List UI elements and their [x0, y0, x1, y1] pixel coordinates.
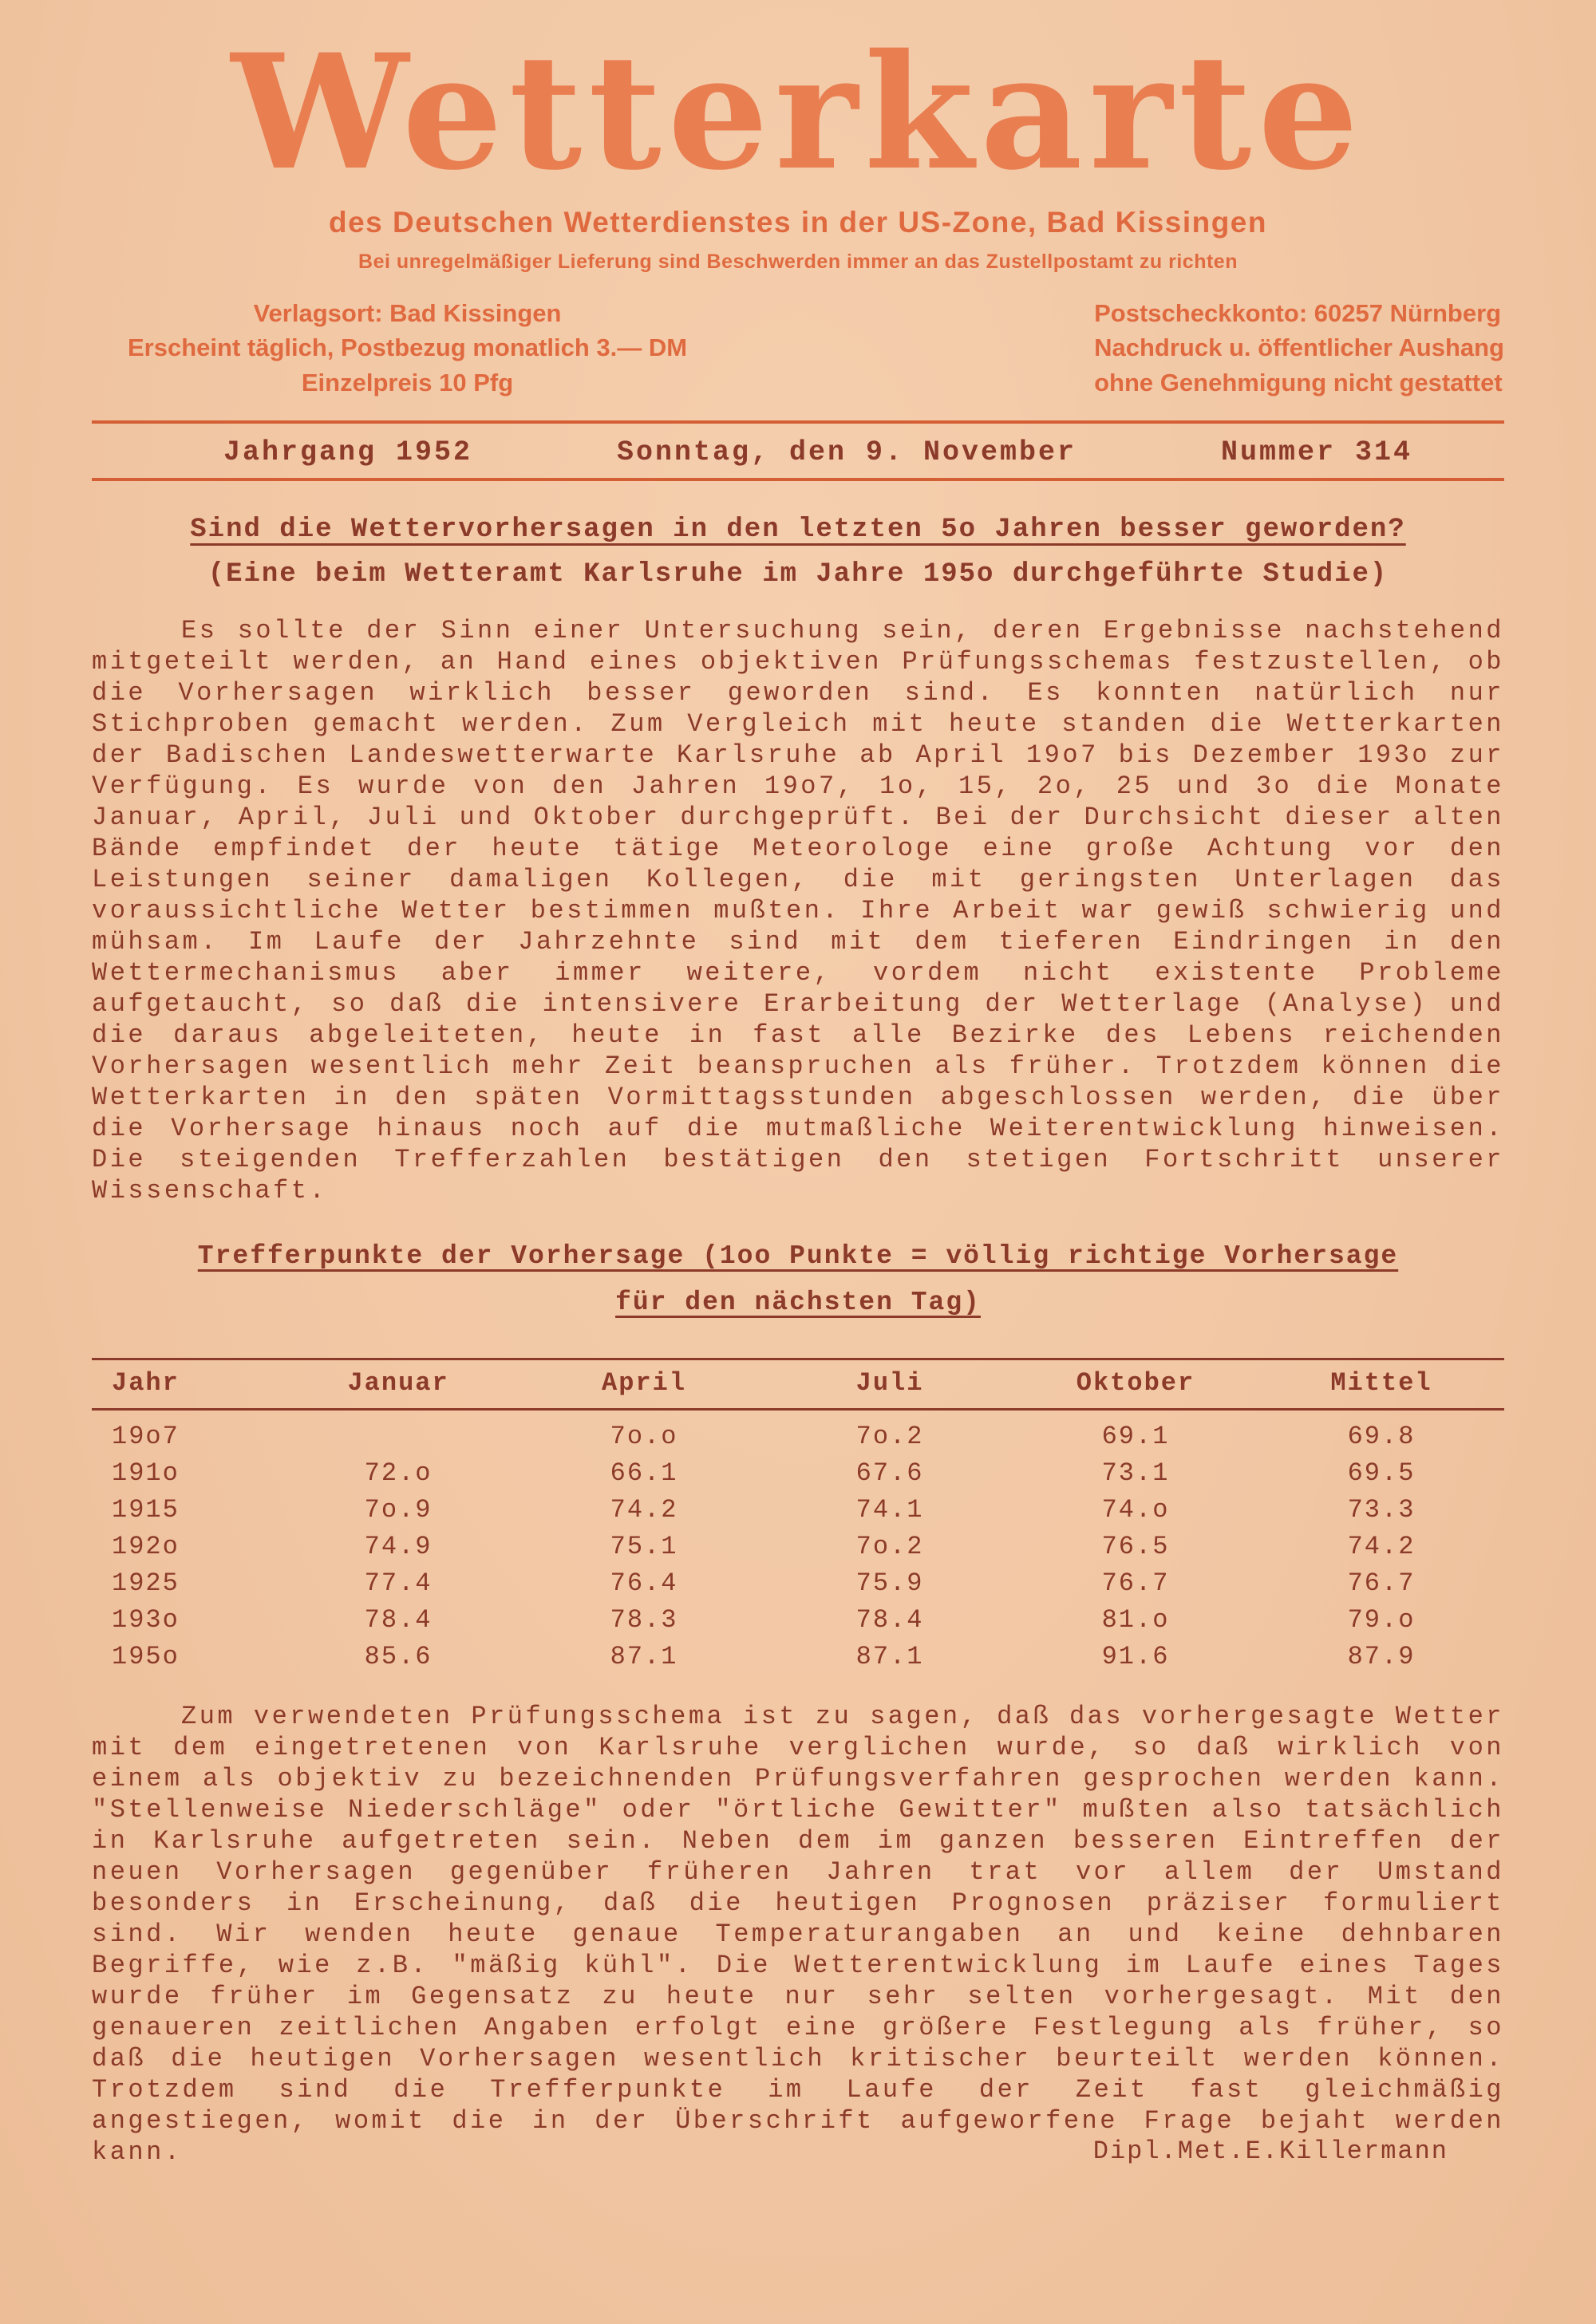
score-cell: 76.7 — [1347, 1568, 1416, 1598]
score-cell: 69.1 — [1101, 1421, 1170, 1451]
score-cell: 81.o — [1101, 1604, 1170, 1635]
score-cell: 78.4 — [855, 1604, 924, 1635]
year-cell: 193o — [112, 1604, 180, 1635]
table-row — [92, 1492, 1504, 1529]
postal-account-info — [1094, 296, 1504, 400]
year-cell: 1925 — [112, 1568, 180, 1598]
imprint-row — [92, 296, 1504, 400]
score-cell: 74.9 — [364, 1531, 433, 1561]
score-cell: 7o.2 — [855, 1421, 924, 1451]
account-line: Postscheckkonto: 60257 Nürnberg — [1094, 298, 1502, 327]
issue-date: Sonntag, den 9. November — [616, 436, 1077, 469]
score-cell: 69.5 — [1347, 1458, 1416, 1488]
article — [92, 515, 1504, 2166]
table-header-row — [92, 1359, 1504, 1409]
column-header-april: April — [602, 1367, 687, 1398]
score-cell: 78.3 — [610, 1604, 678, 1635]
issue-line — [92, 424, 1504, 478]
score-cell: 76.5 — [1101, 1531, 1170, 1561]
table-row — [92, 1529, 1504, 1565]
score-cell: 66.1 — [610, 1458, 678, 1488]
article-subtitle: (Eine beim Wetteramt Karlsruhe im Jahre 195o durchgeführte Studie) — [207, 559, 1389, 590]
score-cell: 72.o — [364, 1458, 433, 1488]
score-cell: 79.o — [1347, 1604, 1416, 1635]
table-heading-line-1: Trefferpunkte der Vorhersage (1oo Punkte = völlig richtige Vorhersage — [197, 1241, 1399, 1272]
score-cell: 75.9 — [855, 1568, 924, 1598]
score-cell: 73.1 — [1101, 1458, 1170, 1488]
score-cell: 87.1 — [610, 1641, 678, 1671]
publisher-info — [128, 296, 687, 400]
author-signature: Dipl.Met.E.Killermann — [1092, 2136, 1448, 2166]
delivery-complaint-note: Bei unregelmäßiger Lieferung sind Beschwerden immer an das Zustellpostamt zu richten — [358, 250, 1238, 273]
score-cell: 69.8 — [1347, 1421, 1416, 1451]
paragraph-1: Es sollte der Sinn einer Untersuchung sein, deren Ergebnisse nachstehend mitgeteilt werden, an Hand eines objektiven Prüfungsschemas festzustellen, ob die Vorhersagen wirklich besser geworden sind. Es konnten natürlich nur Stichproben gemacht werden. Zum Vergleich mit heute standen die Wetterkarten der Badischen Landeswetterwarte Karlsruhe ab April 19o7 bis Dezember 193o zur Verfügung. Es wurde von den Jahren 19o7, 1o, 15, 2o, 25 und 3o die Monate Januar, April, Juli und Oktober durchgeprüft. Bei der Durchsicht dieser alten Bände empfindet der heute tätige Meteorologe eine große Achtung vor den Leistungen seiner damaligen Kollegen, die mit geringsten Unterlagen das voraussichtliche Wetter bestimmen mußten. Ihre Arbeit war gewiß schwierig und mühsam. Im Laufe der Jahrzehnte sind mit dem tieferen Eindringen in den Wettermechanismus aber immer weitere, vordem nicht existente Probleme aufgetaucht, so daß die intensivere Erarbeitung der Wetterlage (Analyse) und die daraus abgeleiteten, heute in fast alle Bezirke des Lebens reichenden Vorhersagen wesentlich mehr Zeit beanspruchen als früher. Trotzdem können die Wetterkarten in den späten Vormittagsstunden abgeschlossen werden, die über die Vorhersage hinaus noch auf die mutmaßliche Weiterentwicklung hinweisen. Die steigenden Trefferzahlen bestätigen den stetigen Fortschritt unserer Wissenschaft. — [92, 616, 1504, 1206]
year-cell: 192o — [112, 1531, 180, 1561]
column-header-januar: Januar — [347, 1367, 449, 1398]
score-cell: 74.2 — [610, 1494, 678, 1525]
table-row — [92, 1639, 1504, 1675]
table-row — [92, 1565, 1504, 1602]
score-cell: 74.2 — [1347, 1531, 1416, 1561]
column-header-jahr: Jahr — [112, 1367, 180, 1398]
table-row — [92, 1602, 1504, 1639]
article-title: Sind die Wettervorhersagen in den letzten 5o Jahren besser geworden? — [190, 515, 1406, 546]
year-cell: 1915 — [112, 1494, 180, 1525]
masthead-title: Wetterkarte — [231, 19, 1365, 205]
score-cell — [275, 1409, 521, 1455]
masthead-subtitle: des Deutschen Wetterdienstes in der US-Zone, Bad Kissingen — [329, 205, 1267, 239]
score-cell: 7o.9 — [364, 1494, 433, 1525]
table-heading-line-2: für den nächsten Tag) — [615, 1287, 981, 1317]
header-rule-bottom — [92, 478, 1504, 481]
score-cell: 77.4 — [364, 1568, 433, 1598]
year-cell: 195o — [112, 1641, 180, 1671]
score-cell: 85.6 — [364, 1641, 433, 1671]
column-header-mittel: Mittel — [1330, 1367, 1432, 1398]
score-table — [92, 1358, 1504, 1675]
score-cell: 73.3 — [1347, 1494, 1416, 1525]
table-row — [92, 1409, 1504, 1455]
score-cell: 7o.2 — [855, 1531, 924, 1561]
score-cell: 74.1 — [855, 1494, 924, 1525]
publisher-line: Verlagsort: Bad Kissingen — [253, 298, 562, 327]
score-cell: 75.1 — [610, 1531, 678, 1561]
account-line: Nachdruck u. öffentlicher Aushang — [1094, 333, 1504, 362]
score-cell: 7o.o — [610, 1421, 678, 1451]
score-cell: 87.9 — [1347, 1641, 1416, 1671]
publisher-line: Einzelpreis 10 Pfg — [301, 368, 514, 397]
masthead — [92, 19, 1504, 400]
issue-number: Nummer 314 — [1220, 436, 1412, 469]
table-row — [92, 1455, 1504, 1492]
paragraph-2: Zum verwendeten Prüfungsschema ist zu sagen, daß das vorhergesagte Wetter mit dem eingetretenen von Karlsruhe verglichen wurde, so daß wirklich von einem als objektiv zu bezeichnenden Prüfungsverfahren gesprochen werden kann. "Stellenweise Niederschläge" oder "örtliche Gewitter" mußten also tatsächlich in Karlsruhe aufgetreten sein. Neben dem im ganzen besseren Eintreffen der neuen Vorhersagen gegenüber früheren Jahren trat vor allem der Umstand besonders in Erscheinung, daß die heutigen Prognosen präziser formuliert sind. Wir wenden heute genaue Temperaturangaben an und keine dehnbaren Begriffe, wie z.B. "mäßig kühl". Die Wetterentwicklung im Laufe eines Tages wurde früher im Gegensatz zu heute nur sehr selten vorhergesagt. Mit den genaueren zeitlichen Angaben erfolgt eine größere Festlegung als früher, so daß die heutigen Vorhersagen wesentlich kritischer beurteilt werden können. Trotzdem sind die Trefferpunkte im Laufe der Zeit fast gleichmäßig angestiegen, womit die in der Überschrift aufgeworfene Frage bejaht werden kann. — [92, 1701, 1504, 2167]
score-cell: 78.4 — [364, 1604, 433, 1635]
year-cell: 19o7 — [112, 1421, 180, 1451]
column-header-oktober: Oktober — [1076, 1367, 1195, 1398]
score-cell: 76.7 — [1101, 1568, 1170, 1598]
table-heading — [92, 1233, 1504, 1326]
year-cell: 191o — [112, 1458, 180, 1488]
column-header-juli: Juli — [855, 1367, 924, 1398]
publisher-line: Erscheint täglich, Postbezug monatlich 3.— DM — [128, 333, 688, 362]
score-cell: 91.6 — [1101, 1641, 1170, 1671]
account-line: ohne Genehmigung nicht gestattet — [1094, 368, 1503, 397]
score-cell: 67.6 — [855, 1458, 924, 1488]
score-cell: 87.1 — [855, 1641, 924, 1671]
score-cell: 76.4 — [610, 1568, 678, 1598]
issue-volume: Jahrgang 1952 — [223, 436, 473, 469]
score-cell: 74.o — [1101, 1494, 1170, 1525]
